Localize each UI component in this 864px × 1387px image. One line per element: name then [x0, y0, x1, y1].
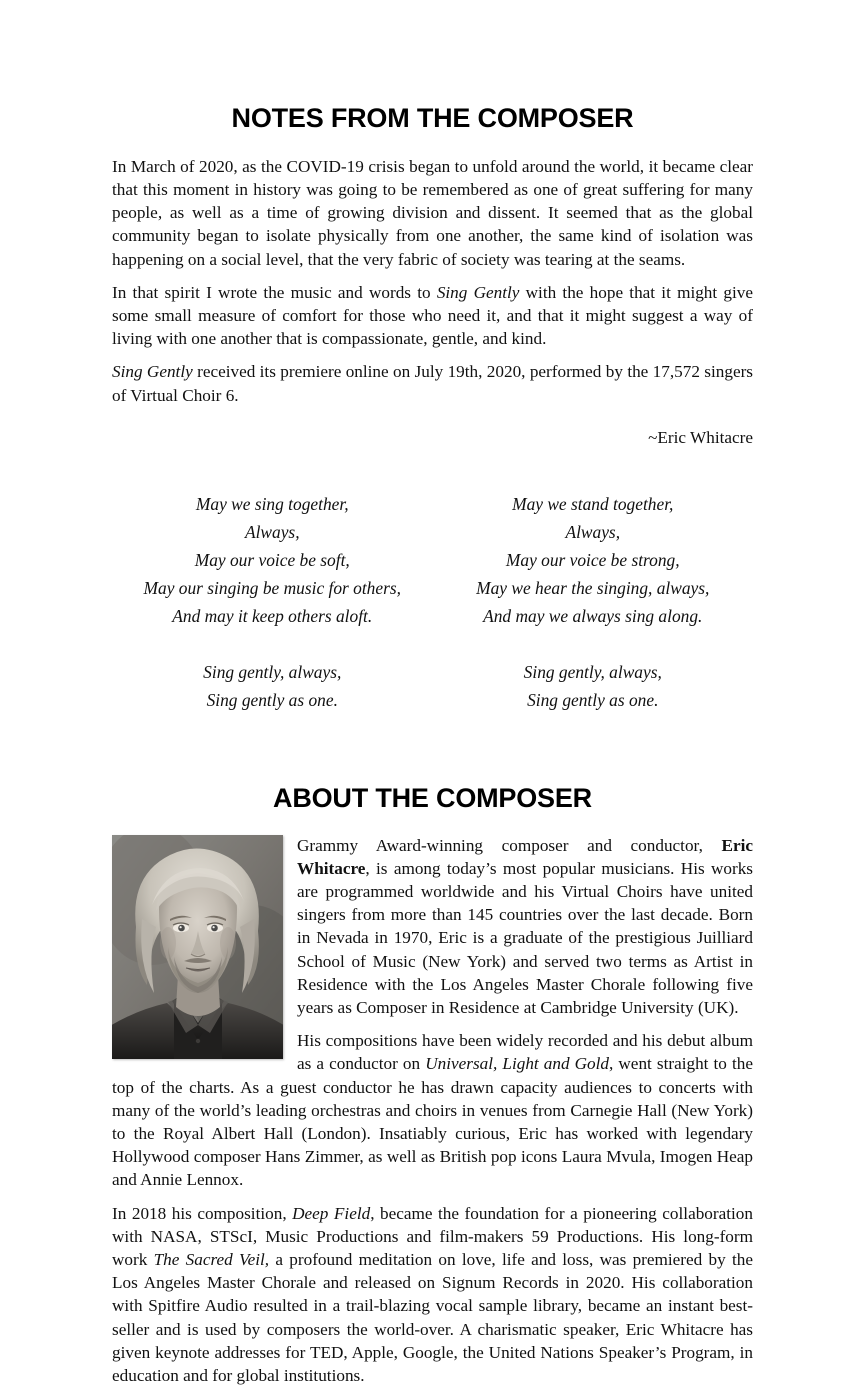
composer-portrait-photo	[112, 835, 283, 1059]
document-page	[112, 0, 753, 1387]
lyric-line: May our voice be soft,	[194, 549, 350, 570]
lyric-line: May we stand together,	[512, 493, 674, 514]
notes-paragraph-3-title-sing-gently: Sing Gently	[112, 362, 193, 382]
lyrics-right-column	[433, 490, 754, 714]
stanza-spacer	[112, 630, 433, 658]
about-paragraph-3-work-title-deep-field: Deep Field	[292, 1203, 371, 1223]
notes-paragraph-2-text-after: with the hope that it might give some small measure of comfort for those who need it, and that it might suggest a way of living with one another that is compassionate, gentle, and kind.	[112, 282, 753, 349]
notes-paragraph-3-text-after: received its premiere online on July 19th, 2020, performed by the 17,572 singers of Virtual Choir 6.	[112, 362, 753, 405]
notes-paragraph-2-title-sing-gently: Sing Gently	[436, 282, 520, 302]
about-the-composer-section	[112, 784, 753, 1387]
lyric-line: May we sing together,	[195, 493, 349, 514]
notes-body	[112, 155, 753, 449]
lyric-line: Sing gently as one.	[527, 689, 659, 710]
stanza-spacer	[433, 630, 754, 658]
notes-paragraph-2	[112, 281, 753, 351]
about-paragraph-3-text-c: a profound meditation on love, life and loss, was premiered by the Los Angeles Master Chorale and released on Signum Records in 2020. His collaboration with Spitfire Audio resulted in a trail-blazing vocal sample library, became an instant best-seller and is used by composers the world-over. A charismatic speaker, Eric Whitacre has given keynote addresses for TED, Apple, Google, the United Nations Speaker’s Program, in education and for global institutions.	[112, 1250, 753, 1386]
about-paragraph-3-text-b: , became the foundation for a pioneering collaboration with NASA, STScI, Music Productions and film-makers 59 Productions. His long-form work	[112, 1203, 753, 1270]
about-paragraph-2-text-a: His compositions have been widely recorded and his debut album as a conductor on	[297, 1031, 753, 1074]
about-paragraph-1-text-b: , is among today’s most popular musicians. His works are programmed worldwide and his Virtual Choirs have united singers from more than 145 countries over the last decade. Born in Nevada in 1970, Eric is a graduate of the prestigious Juilliard School of Music (New York) and served two terms as Artist in Residence with the Los Angeles Master Chorale following five years as Composer in Residence at Cambridge University (UK).	[297, 858, 753, 1018]
about-paragraph-3-work-title-the-sacred-veil: The Sacred Veil,	[153, 1250, 270, 1270]
lyrics-block	[112, 490, 753, 714]
lyric-line: Sing gently as one.	[206, 689, 338, 710]
lyric-line: May we hear the singing, always,	[476, 577, 710, 598]
lyric-line: And may it keep others aloft.	[172, 605, 373, 626]
lyric-line: Sing gently, always,	[203, 661, 342, 682]
notes-from-the-composer-heading: NOTES FROM THE COMPOSER	[231, 103, 634, 133]
about-body	[112, 834, 753, 1387]
about-paragraph-1-name-eric-whitacre: Eric Whitacre	[297, 835, 753, 878]
portrait-image	[112, 835, 283, 1059]
lyric-line: Always,	[244, 521, 300, 542]
notes-paragraph-3	[112, 360, 753, 406]
about-paragraph-1-text-a: Grammy Award-winning composer and conductor,	[297, 835, 722, 855]
lyric-line: May our singing be music for others,	[143, 577, 401, 598]
about-paragraph-3	[112, 1202, 753, 1387]
notes-paragraph-1: In March of 2020, as the COVID-19 crisis began to unfold around the world, it became clear that this moment in history was going to be remembered as one of great suffering for many people, as well as a time of growing division and dissent. It seemed that as the global community began to isolate physically from one another, the same kind of isolation was happening on a social level, that the very fabric of society was tearing at the seams.	[112, 156, 753, 269]
about-paragraph-2-album-title: Universal, Light and Gold	[425, 1054, 610, 1074]
lyric-line: May our voice be strong,	[505, 549, 680, 570]
notes-paragraph-2-text-before: In that spirit I wrote the music and words to	[112, 282, 437, 302]
about-the-composer-heading: ABOUT THE COMPOSER	[273, 782, 592, 813]
lyrics-left-column	[112, 490, 433, 714]
about-paragraph-2-text-b: , went straight to the top of the charts. As a guest conductor he has drawn capacity audiences to concerts with many of the world’s leading orchestras and choirs in venues from Carnegie Hall (New York) to the Royal Albert Hall (London). Insatiably curious, Eric has worked with legendary Hollywood composer Hans Zimmer, as well as British pop icons Laura Mvula, Imogen Heap and Annie Lennox.	[112, 1054, 753, 1190]
lyric-line: Always,	[565, 521, 621, 542]
lyric-line: Sing gently, always,	[523, 661, 662, 682]
lyric-line: And may we always sing along.	[483, 605, 703, 626]
about-paragraph-3-text-a: In 2018 his composition,	[112, 1203, 293, 1223]
composer-attribution: ~Eric Whitacre	[648, 427, 753, 447]
